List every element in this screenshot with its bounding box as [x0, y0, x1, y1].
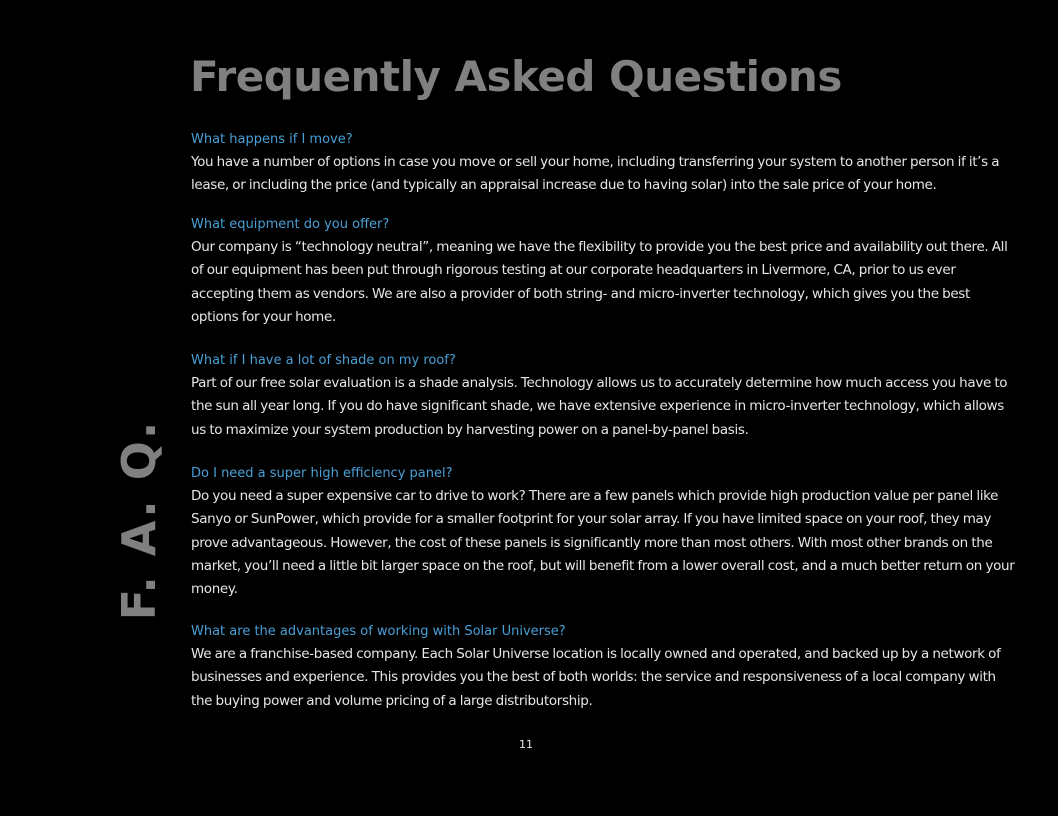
faq-question: Do I need a super high efficiency panel?	[191, 466, 453, 481]
faq-item-move	[191, 131, 1015, 198]
faq-answer: Part of our free solar evaluation is a shade analysis. Technology allows us to accurately determine how much access you have to the sun all year long. If you do have significant shade, we have extensive experience in micro-inverter technology, which allows us to maximize your system production by harvesting power on a panel-by-panel basis.	[191, 375, 1008, 438]
faq-item-shade	[191, 352, 1015, 442]
faq-answer: You have a number of options in case you move or sell your home, including transferring your system to another person if it’s a lease, or including the price (and typically an appraisal increase due to having solar) into the sale price of your home.	[191, 154, 1000, 194]
faq-item-efficiency	[191, 465, 1015, 601]
faq-answer: Our company is “technology neutral”, meaning we have the flexibility to provide you the best price and availability out there. All of our equipment has been put through rigorous testing at our corporate headquarters in Livermore, CA, prior to us ever accepting them as vendors. We are also a provider of both string- and micro-inverter technology, which gives you the best options for your home.	[191, 239, 1008, 325]
faq-answer: We are a franchise-based company. Each Solar Universe location is locally owned and operated, and backed up by a network of businesses and experience. This provides you the best of both worlds: the service and responsiveness of a local company with the buying power and volume pricing of a large distributorship.	[191, 646, 1001, 709]
page-number: 11	[519, 738, 533, 751]
faq-item-equipment	[191, 216, 1015, 329]
faq-question: What are the advantages of working with Solar Universe?	[191, 624, 566, 639]
faq-item-advantages	[191, 623, 1015, 713]
page-title: Frequently Asked Questions	[190, 52, 842, 101]
side-label: F. A. Q.	[112, 419, 166, 621]
faq-answer: Do you need a super expensive car to drive to work? There are a few panels which provide high production value per panel like Sanyo or SunPower, which provide for a smaller footprint for your solar array. If you have limited space on your roof, they may prove advantageous. However, the cost of these panels is significantly more than most others. With most other brands on the market, you’ll need a little bit larger space on the roof, but will benefit from a lower overall cost, and a much better return on your money.	[191, 488, 1015, 598]
faq-question: What equipment do you offer?	[191, 217, 390, 232]
faq-question: What happens if I move?	[191, 132, 353, 147]
faq-question: What if I have a lot of shade on my roof?	[191, 353, 456, 368]
